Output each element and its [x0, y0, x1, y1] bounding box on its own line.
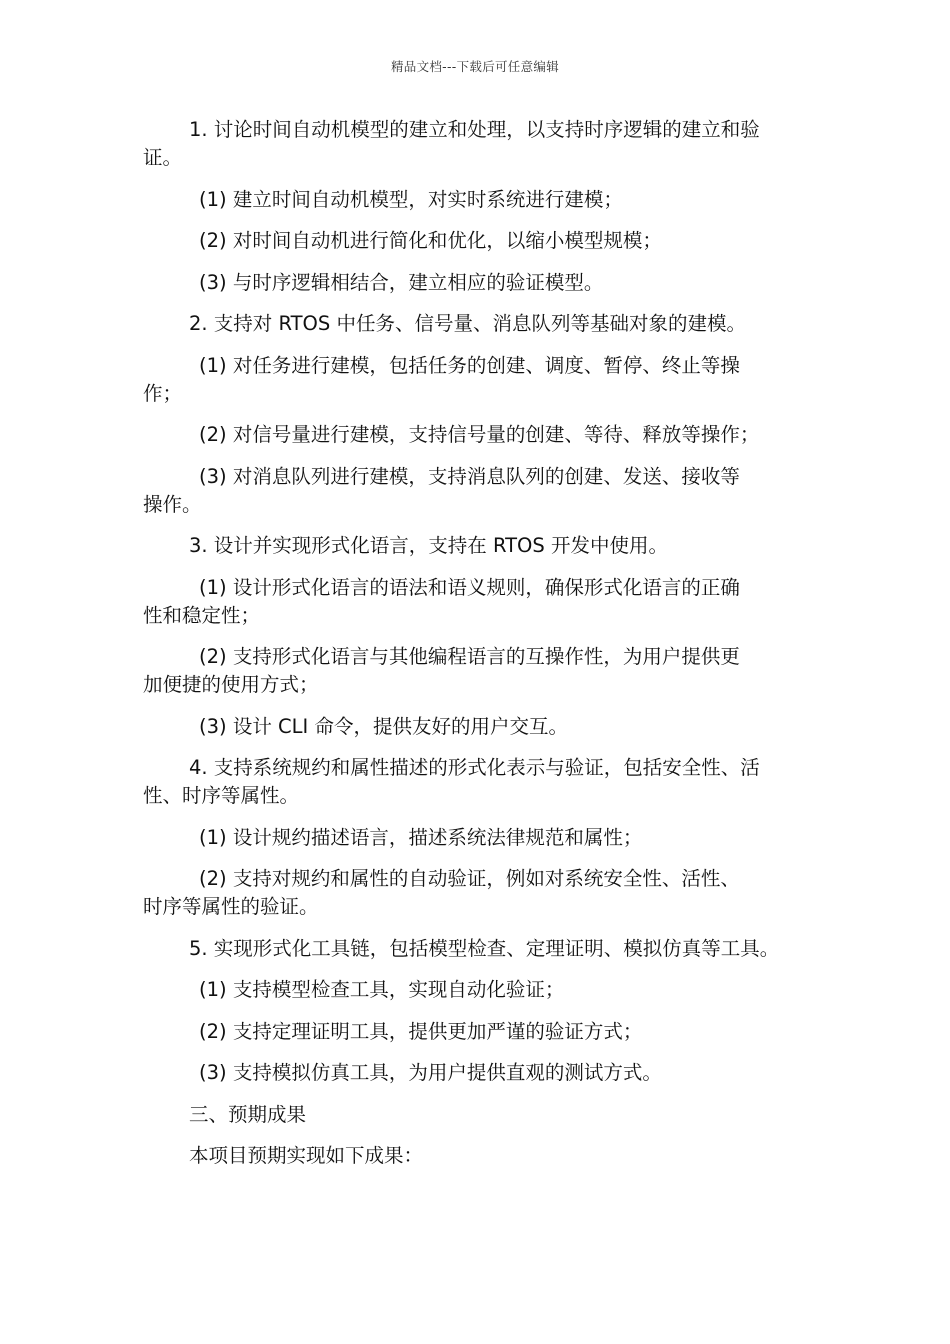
paragraph-line: 4. 支持系统规约和属性描述的形式化表示与验证，包括安全性、活 [189, 756, 760, 779]
section-paragraph [143, 532, 811, 560]
section-paragraph [143, 1142, 811, 1170]
page-header: 精品文档---下载后可任意编辑 [390, 59, 560, 74]
section-paragraph [143, 1101, 811, 1129]
paragraph-line: (1) 设计规约描述语言，描述系统法律规范和属性； [199, 825, 643, 849]
paragraph-line: 证。 [143, 146, 183, 169]
paragraph-line: (3) 支持模拟仿真工具，为用户提供直观的测试方式。 [199, 1061, 662, 1084]
sub-item-paragraph [143, 269, 811, 297]
paragraph-line: (2) 对时间自动机进行简化和优化，以缩小模型规模； [199, 229, 662, 252]
paragraph-line: (2) 支持定理证明工具，提供更加严谨的验证方式； [199, 1019, 643, 1043]
sub-item-paragraph [143, 976, 811, 1004]
paragraph-line: 时序等属性的验证。 [143, 895, 319, 918]
section-paragraph [143, 310, 811, 338]
paragraph-line: 1. 讨论时间自动机模型的建立和处理，以支持时序逻辑的建立和验 [189, 118, 760, 141]
paragraph-line: 2. 支持对 RTOS 中任务、信号量、消息队列等基础对象的建模。 [189, 312, 746, 335]
sub-item-paragraph [143, 186, 811, 214]
paragraph-line: 性、时序等属性。 [143, 784, 300, 807]
sub-item-paragraph [143, 1059, 811, 1087]
sub-item-paragraph [143, 643, 811, 699]
paragraph-line: (1) 支持模型检查工具，实现自动化验证； [199, 978, 565, 1001]
paragraph-line: (1) 建立时间自动机模型，对实时系统进行建模； [199, 187, 623, 211]
paragraph-line: (3) 设计 CLI 命令，提供友好的用户交互。 [199, 714, 568, 738]
paragraph-line: (2) 支持对规约和属性的自动验证，例如对系统安全性、活性、 [199, 867, 740, 890]
document-body [143, 116, 811, 1184]
sub-item-paragraph [143, 421, 811, 449]
section-paragraph [143, 116, 811, 172]
paragraph-line: 3. 设计并实现形式化语言，支持在 RTOS 开发中使用。 [189, 534, 668, 557]
sub-item-paragraph [143, 574, 811, 630]
paragraph-line: 作； [143, 381, 183, 405]
paragraph-line: (3) 对消息队列进行建模，支持消息队列的创建、发送、接收等 [199, 464, 740, 488]
paragraph-line: (3) 与时序逻辑相结合，建立相应的验证模型。 [199, 270, 604, 294]
paragraph-line: 性和稳定性； [143, 603, 261, 627]
section-paragraph [143, 754, 811, 810]
paragraph-line: 加便捷的使用方式； [143, 673, 319, 696]
section-paragraph [143, 935, 811, 963]
paragraph-line: 操作。 [143, 492, 202, 516]
sub-item-paragraph [143, 865, 811, 921]
paragraph-line: (2) 支持形式化语言与其他编程语言的互操作性，为用户提供更 [199, 645, 740, 668]
paragraph-line: (1) 对任务进行建模，包括任务的创建、调度、暂停、终止等操 [199, 353, 740, 377]
sub-item-paragraph [143, 713, 811, 741]
sub-item-paragraph [143, 352, 811, 408]
paragraph-line: 本项目预期实现如下成果： [189, 1144, 424, 1167]
paragraph-line: 三、预期成果 [189, 1102, 307, 1126]
sub-item-paragraph [143, 1018, 811, 1046]
paragraph-line: 5. 实现形式化工具链，包括模型检查、定理证明、模拟仿真等工具。 [189, 936, 780, 960]
sub-item-paragraph [143, 824, 811, 852]
paragraph-line: (2) 对信号量进行建模，支持信号量的创建、等待、释放等操作； [199, 423, 760, 446]
sub-item-paragraph [143, 227, 811, 255]
sub-item-paragraph [143, 463, 811, 519]
paragraph-line: (1) 设计形式化语言的语法和语义规则，确保形式化语言的正确 [199, 575, 740, 599]
